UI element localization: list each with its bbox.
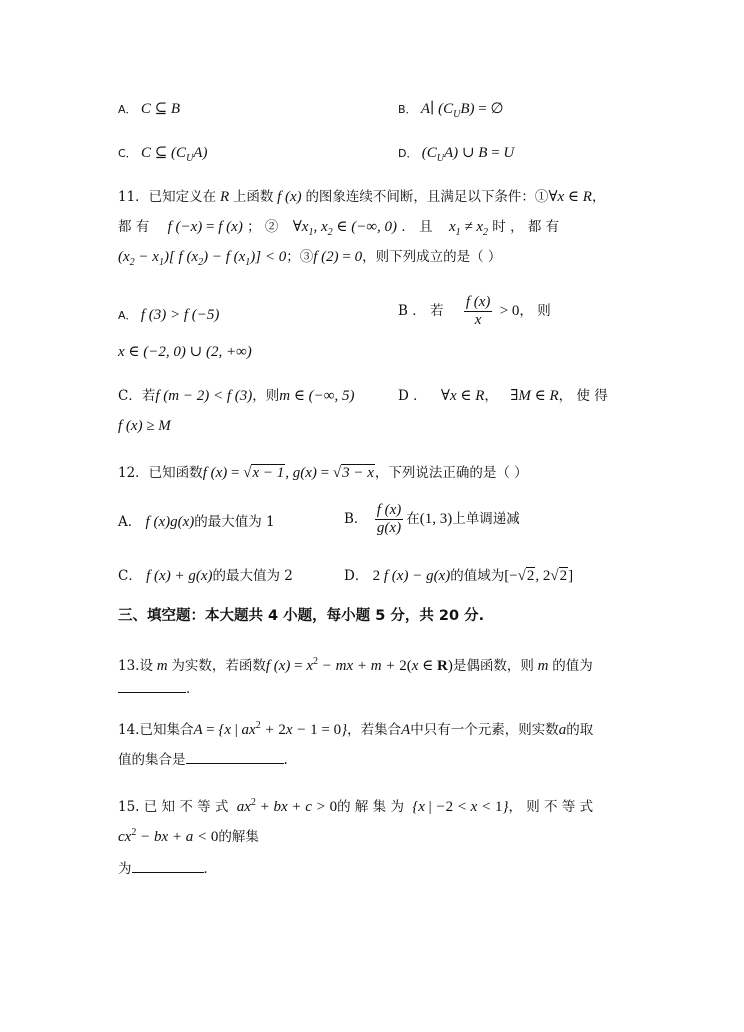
q12-option-c: C． f (x) + g(x)的最大值为 2	[118, 568, 293, 584]
q14-answer-blank[interactable]	[186, 749, 284, 764]
q13-answer-blank[interactable]: ．	[118, 678, 200, 699]
q15-line3: 为 ．	[118, 858, 217, 879]
q11-stem-line2: 都 有 f (−x) = f (x) ； ② $\forall x_1$, $x_2$ ∈ (−∞, 0) ． 且 $x_1 \ne x_2$ 时 ， 都 有	[118, 219, 560, 238]
q11-option-c: C．若f (m − 2) < f (3)，则m ∈ (−∞, 5)	[118, 388, 355, 404]
q12-option-b: B． $\frac{f (x)}{g(x)}$ 在(1, 3)上单调递减	[344, 502, 520, 536]
fraction-f-over-g: $\frac{f (x)}{g(x)}$	[376, 502, 402, 536]
q13-stem: 13.设 m 为实数，若函数f $(x) = x^2$ − mx + m + 2(x ∈ R)是偶函数，则 m 的值为	[118, 656, 593, 674]
q11-option-d-cont: f (x) ≥ M	[118, 418, 171, 434]
q15-stem: 15. 已 知 不 等 式 $ax^2$ + bx + c > 0的 解 集 为 {x | −2 < x < 1}， 则 不 等 式	[118, 797, 594, 815]
q11-option-b-cont: x ∈ (−2, 0) ∪ (2, +∞)	[118, 344, 252, 360]
q12-option-d: D． 2 f (x) − g(x)的值域为[−√2, 2√2]	[344, 568, 574, 584]
q10-option-a: A． C ⊆ B	[118, 101, 181, 117]
q11-stem-line3: $(x_2 - x_1)$[ f $(x_2) - f$ $(x_1)] < 0$；③f (2) = 0，则下列成立的是（ ）	[118, 249, 502, 268]
q10-option-d: D． $(C_UA)$ ∪ B = U	[398, 145, 515, 164]
q11-option-d: D ． ∀x ∈ R， ∃M ∈ R， 使 得	[398, 388, 608, 404]
q10-option-c: C． C ⊆ $(C_UA)$	[118, 145, 208, 164]
q15-line2: $cx^2$ − bx + a < 0的解集	[118, 827, 259, 845]
fraction-fx-over-x: $\frac{f (x)}{x}$	[465, 294, 491, 328]
q10-option-b: B． A∣ $(C_UB)$ = ∅	[398, 101, 504, 120]
q14-stem: 14.已知集合A = {x | $ax^2 + 2x - 1 = 0$}，若集合A中只有一个元素，则实数a的取	[118, 720, 594, 738]
q12-stem: 12．已知函数f (x) = √x − 1, g(x) = √3 − x，下列说法正确的是（ ）	[118, 465, 528, 481]
section-heading-fill-in: 三、填空题：本大题共 4 小题，每小题 5 分，共 20 分.	[118, 608, 485, 624]
q11-option-a: A． f (3) > f (−5)	[118, 307, 220, 323]
q15-answer-blank[interactable]	[132, 858, 204, 873]
q12-option-a: A． f (x)g(x)的最大值为 1	[118, 514, 275, 530]
q11-stem-line1: 11．已知定义在 R 上函数 f (x) 的图象连续不间断，且满足以下条件：①∀x ∈ R，	[118, 189, 606, 205]
q11-option-b: B ． 若 $\frac{f (x)}{x}$ > 0， 则	[398, 294, 551, 328]
q14-line2: 值的集合是 .	[118, 749, 288, 770]
